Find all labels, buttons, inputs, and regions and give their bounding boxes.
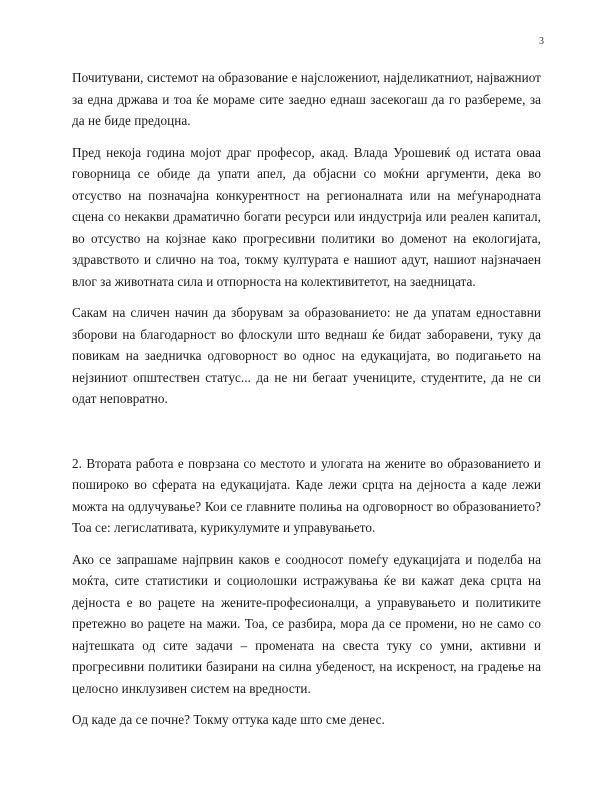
paragraph-4: 2. Втората работа е поврзана со местото и улогата на жените во образованието и пошироко во сферата на едукацијата. Каде лежи срцта на дејноста а каде лежи можта на одлучување? Кои се главните полиња на одговорност во образованието? Тоа се: легислативата, курикулумите и управувањето. bbox=[72, 455, 541, 535]
paragraph-3: Сакам на сличен начин да зборувам за образованието: не да упатам едноставни зборови на благодарност во флоскули што веднаш ќе бидат заборавени, туку да повикам на заедничка одговорност во однос на едукацијата, во подигањето на нејзиниот општествен статус... да не ни бегаат учениците, студентите, да не си одат неповратно. bbox=[72, 305, 541, 406]
page-number: 3 bbox=[539, 36, 544, 47]
paragraph-2: Пред некоја година мојот драг професор, акад. Влада Урошевиќ од истата оваа говорница се обиде да упати апел, да објасни со моќни аргументи, дека во отсуство на позначајна конкурентност на регионалната или на меѓународната сцена со некакви драматично богати ресурси или индустрија или реален капитал, во отсуство на којзнае како прогресивни политики во доменот на екологијата, здравството и слично на тоа, токму културата е нашиот адут, нашиот најзначаен влог за животната сила и отпорноста на колективитетот, на заедницата. bbox=[72, 144, 541, 289]
paragraph-1: Почитувани, системот на образование е најсложениот, најделикатниот, најважниот за една држава и тоа ќе мораме сите заедно еднаш засекогаш да го разбереме, за да не биде предоцна. bbox=[72, 70, 541, 128]
section-gap bbox=[72, 420, 541, 453]
paragraph-5: Ако се запрашаме најпрвин каков е соодносот помеѓу едукацијата и поделба на моќта, сите статистики и социолошки истражувања ќе ви кажат дека срцта на дејноста е во рацете на жените-професионалци, а управувањето и политиките претежно во рацете на мажи. Тоа, се разбира, мора да се промени, но не само со најтешката од сите задачи – промената на свеста туку со умни, активни и прогресивни политики базирани на силна убеденост, на искреност, на градење на целосно инклузивен систем на вредности. bbox=[72, 551, 541, 696]
document-body bbox=[72, 67, 541, 741]
paragraph-6: Од каде да се почне? Токму оттука каде што сме денес. bbox=[72, 712, 385, 727]
